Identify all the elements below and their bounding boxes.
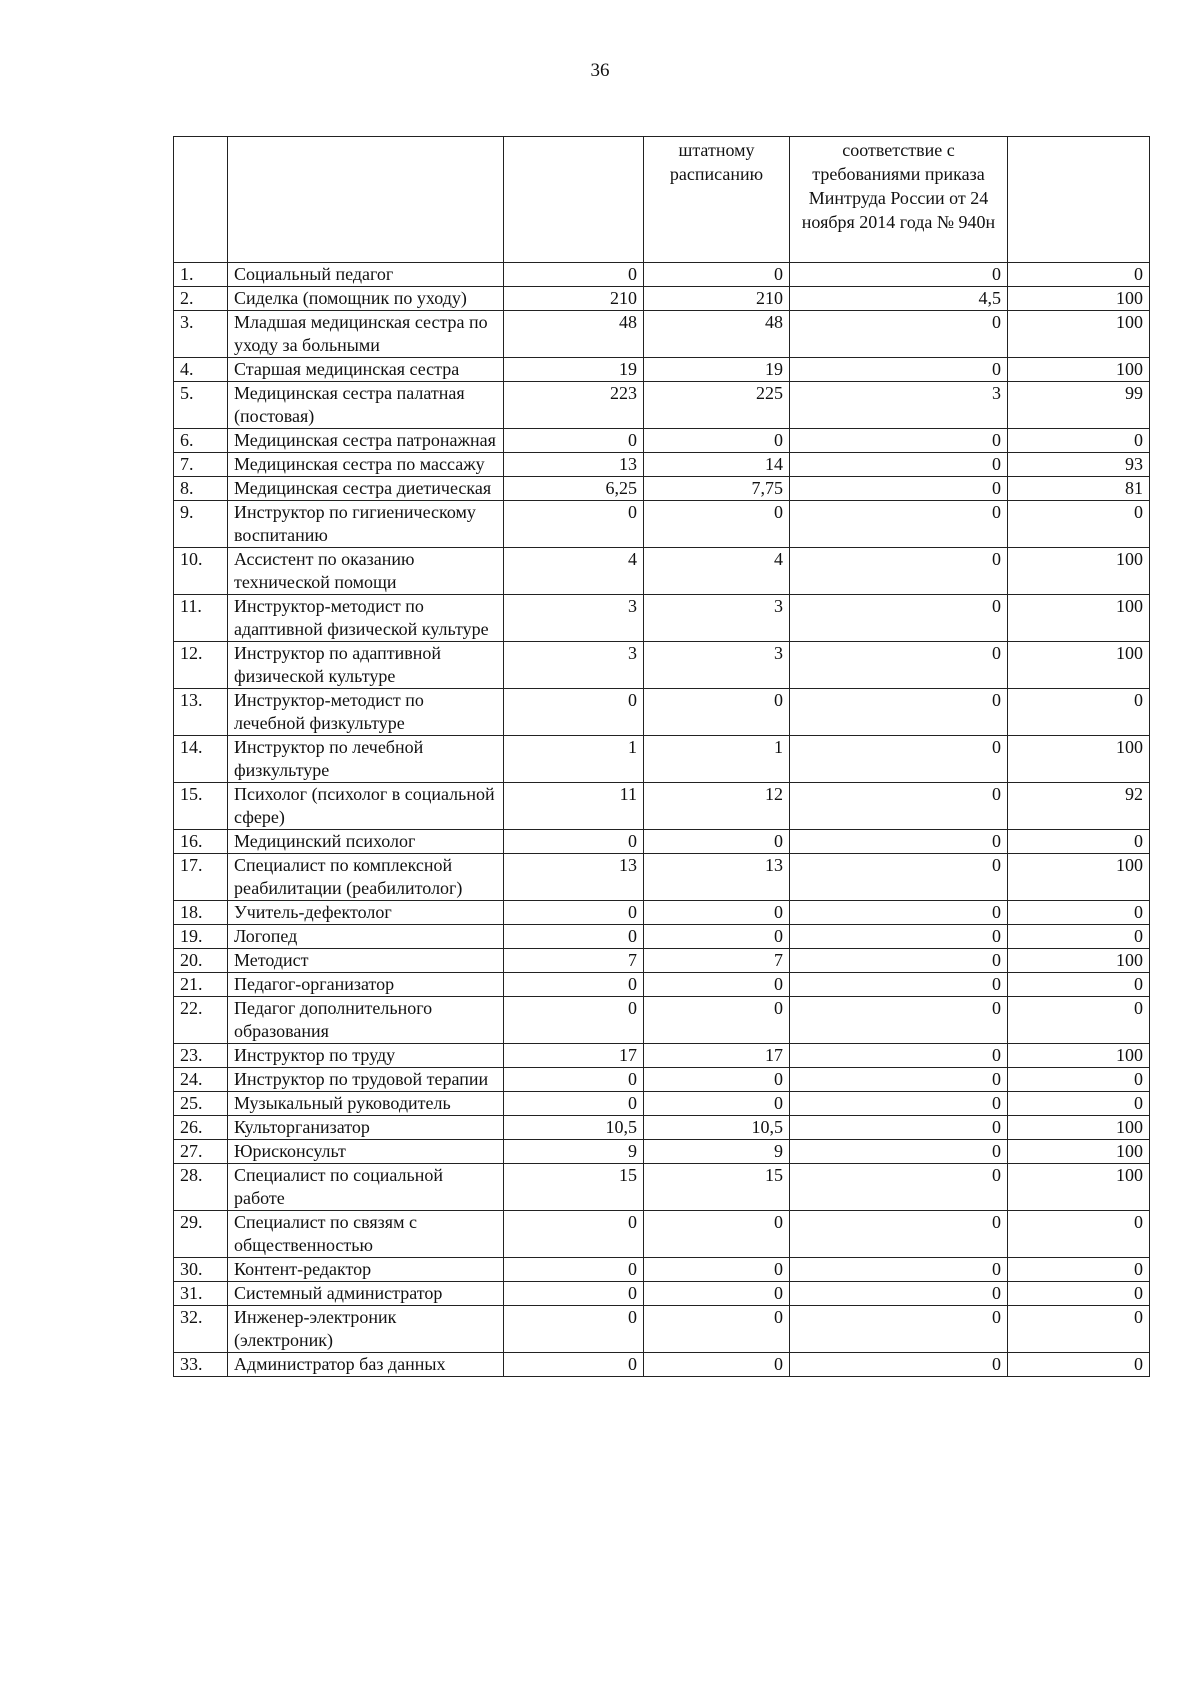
position-name-cell: Младшая медицинская сестра по уходу за больными xyxy=(228,311,504,358)
position-name-cell: Администратор баз данных xyxy=(228,1353,504,1377)
value-cell-3: 0 xyxy=(790,830,1008,854)
value-cell-1: 0 xyxy=(504,1282,644,1306)
header-cell-position xyxy=(228,137,504,263)
value-cell-2: 210 xyxy=(644,287,790,311)
row-number-cell: 19. xyxy=(174,925,228,949)
value-cell-4: 0 xyxy=(1008,429,1150,453)
position-name-cell: Педагог-организатор xyxy=(228,973,504,997)
value-cell-1: 48 xyxy=(504,311,644,358)
value-cell-2: 4 xyxy=(644,548,790,595)
value-cell-1: 0 xyxy=(504,263,644,287)
value-cell-1: 9 xyxy=(504,1140,644,1164)
table-row xyxy=(174,1068,1150,1092)
position-name-cell: Ассистент по оказанию технической помощи xyxy=(228,548,504,595)
value-cell-1: 15 xyxy=(504,1164,644,1211)
position-name-cell: Педагог дополнительного образования xyxy=(228,997,504,1044)
value-cell-2: 15 xyxy=(644,1164,790,1211)
staffing-table xyxy=(173,136,1150,1377)
value-cell-2: 48 xyxy=(644,311,790,358)
position-name-cell: Инженер-электроник (электроник) xyxy=(228,1306,504,1353)
row-number-cell: 4. xyxy=(174,358,228,382)
row-number-cell: 8. xyxy=(174,477,228,501)
value-cell-1: 1 xyxy=(504,736,644,783)
row-number-cell: 23. xyxy=(174,1044,228,1068)
table-row xyxy=(174,642,1150,689)
table-row xyxy=(174,1092,1150,1116)
table-row xyxy=(174,925,1150,949)
position-name-cell: Методист xyxy=(228,949,504,973)
table-row xyxy=(174,595,1150,642)
row-number-cell: 12. xyxy=(174,642,228,689)
table-row xyxy=(174,548,1150,595)
position-name-cell: Инструктор-методист по адаптивной физической культуре xyxy=(228,595,504,642)
value-cell-4: 81 xyxy=(1008,477,1150,501)
value-cell-4: 0 xyxy=(1008,1306,1150,1353)
value-cell-3: 0 xyxy=(790,1140,1008,1164)
position-name-cell: Старшая медицинская сестра xyxy=(228,358,504,382)
table-row xyxy=(174,1044,1150,1068)
value-cell-2: 0 xyxy=(644,1258,790,1282)
table-row xyxy=(174,1116,1150,1140)
row-number-cell: 29. xyxy=(174,1211,228,1258)
position-name-cell: Психолог (психолог в социальной сфере) xyxy=(228,783,504,830)
value-cell-2: 3 xyxy=(644,595,790,642)
position-name-cell: Логопед xyxy=(228,925,504,949)
row-number-cell: 2. xyxy=(174,287,228,311)
position-name-cell: Инструктор по лечебной физкультуре xyxy=(228,736,504,783)
value-cell-1: 0 xyxy=(504,925,644,949)
table-row xyxy=(174,311,1150,358)
value-cell-4: 93 xyxy=(1008,453,1150,477)
value-cell-1: 0 xyxy=(504,689,644,736)
row-number-cell: 1. xyxy=(174,263,228,287)
value-cell-4: 100 xyxy=(1008,736,1150,783)
table-row xyxy=(174,1353,1150,1377)
value-cell-4: 100 xyxy=(1008,1140,1150,1164)
value-cell-2: 7 xyxy=(644,949,790,973)
value-cell-1: 0 xyxy=(504,901,644,925)
value-cell-2: 12 xyxy=(644,783,790,830)
value-cell-2: 0 xyxy=(644,830,790,854)
row-number-cell: 5. xyxy=(174,382,228,429)
value-cell-4: 0 xyxy=(1008,1211,1150,1258)
header-cell-number xyxy=(174,137,228,263)
value-cell-1: 7 xyxy=(504,949,644,973)
value-cell-3: 0 xyxy=(790,1116,1008,1140)
table-row xyxy=(174,689,1150,736)
value-cell-4: 100 xyxy=(1008,1164,1150,1211)
value-cell-4: 0 xyxy=(1008,925,1150,949)
value-cell-2: 0 xyxy=(644,901,790,925)
table-row xyxy=(174,263,1150,287)
value-cell-2: 7,75 xyxy=(644,477,790,501)
row-number-cell: 33. xyxy=(174,1353,228,1377)
value-cell-3: 0 xyxy=(790,1044,1008,1068)
value-cell-3: 0 xyxy=(790,429,1008,453)
value-cell-3: 0 xyxy=(790,263,1008,287)
value-cell-2: 0 xyxy=(644,1282,790,1306)
table-row xyxy=(174,736,1150,783)
table-row xyxy=(174,901,1150,925)
table-row xyxy=(174,783,1150,830)
value-cell-4: 0 xyxy=(1008,263,1150,287)
position-name-cell: Музыкальный руководитель xyxy=(228,1092,504,1116)
value-cell-4: 99 xyxy=(1008,382,1150,429)
value-cell-1: 17 xyxy=(504,1044,644,1068)
value-cell-3: 0 xyxy=(790,501,1008,548)
value-cell-1: 0 xyxy=(504,830,644,854)
row-number-cell: 13. xyxy=(174,689,228,736)
value-cell-1: 3 xyxy=(504,595,644,642)
position-name-cell: Специалист по социальной работе xyxy=(228,1164,504,1211)
value-cell-3: 0 xyxy=(790,642,1008,689)
value-cell-4: 100 xyxy=(1008,358,1150,382)
value-cell-4: 100 xyxy=(1008,949,1150,973)
value-cell-3: 0 xyxy=(790,925,1008,949)
value-cell-1: 4 xyxy=(504,548,644,595)
position-name-cell: Инструктор по гигиеническому воспитанию xyxy=(228,501,504,548)
table-row xyxy=(174,1258,1150,1282)
value-cell-3: 0 xyxy=(790,1306,1008,1353)
position-name-cell: Специалист по комплексной реабилитации (реабилитолог) xyxy=(228,854,504,901)
row-number-cell: 9. xyxy=(174,501,228,548)
value-cell-4: 0 xyxy=(1008,1068,1150,1092)
value-cell-1: 0 xyxy=(504,1353,644,1377)
header-cell-percent xyxy=(1008,137,1150,263)
value-cell-1: 0 xyxy=(504,973,644,997)
row-number-cell: 27. xyxy=(174,1140,228,1164)
row-number-cell: 18. xyxy=(174,901,228,925)
table-row xyxy=(174,949,1150,973)
table-row xyxy=(174,382,1150,429)
header-cell-actual xyxy=(504,137,644,263)
position-name-cell: Медицинский психолог xyxy=(228,830,504,854)
row-number-cell: 15. xyxy=(174,783,228,830)
value-cell-4: 92 xyxy=(1008,783,1150,830)
table-row xyxy=(174,1282,1150,1306)
value-cell-1: 0 xyxy=(504,997,644,1044)
value-cell-1: 210 xyxy=(504,287,644,311)
table-row xyxy=(174,1211,1150,1258)
value-cell-1: 0 xyxy=(504,1092,644,1116)
value-cell-1: 10,5 xyxy=(504,1116,644,1140)
table-row xyxy=(174,287,1150,311)
value-cell-3: 0 xyxy=(790,1211,1008,1258)
value-cell-2: 10,5 xyxy=(644,1116,790,1140)
value-cell-4: 100 xyxy=(1008,1044,1150,1068)
row-number-cell: 28. xyxy=(174,1164,228,1211)
value-cell-3: 4,5 xyxy=(790,287,1008,311)
value-cell-1: 0 xyxy=(504,429,644,453)
position-name-cell: Медицинская сестра палатная (постовая) xyxy=(228,382,504,429)
row-number-cell: 6. xyxy=(174,429,228,453)
value-cell-3: 3 xyxy=(790,382,1008,429)
value-cell-2: 0 xyxy=(644,997,790,1044)
table-row xyxy=(174,429,1150,453)
value-cell-2: 14 xyxy=(644,453,790,477)
value-cell-1: 13 xyxy=(504,453,644,477)
row-number-cell: 3. xyxy=(174,311,228,358)
row-number-cell: 25. xyxy=(174,1092,228,1116)
value-cell-3: 0 xyxy=(790,689,1008,736)
position-name-cell: Контент-редактор xyxy=(228,1258,504,1282)
value-cell-4: 100 xyxy=(1008,642,1150,689)
value-cell-3: 0 xyxy=(790,1164,1008,1211)
value-cell-1: 0 xyxy=(504,1258,644,1282)
value-cell-2: 19 xyxy=(644,358,790,382)
table-row xyxy=(174,358,1150,382)
table-row xyxy=(174,477,1150,501)
row-number-cell: 20. xyxy=(174,949,228,973)
value-cell-1: 13 xyxy=(504,854,644,901)
value-cell-4: 100 xyxy=(1008,595,1150,642)
value-cell-2: 0 xyxy=(644,501,790,548)
value-cell-1: 11 xyxy=(504,783,644,830)
value-cell-4: 0 xyxy=(1008,1092,1150,1116)
header-cell-compliance: соответствие с требованиями приказа Минтруда России от 24 ноября 2014 года № 940н xyxy=(790,137,1008,263)
value-cell-2: 13 xyxy=(644,854,790,901)
value-cell-3: 0 xyxy=(790,358,1008,382)
table-row xyxy=(174,1306,1150,1353)
value-cell-4: 0 xyxy=(1008,1282,1150,1306)
value-cell-4: 0 xyxy=(1008,973,1150,997)
value-cell-3: 0 xyxy=(790,1282,1008,1306)
value-cell-1: 0 xyxy=(504,1306,644,1353)
table-row xyxy=(174,830,1150,854)
position-name-cell: Инструктор-методист по лечебной физкультуре xyxy=(228,689,504,736)
position-name-cell: Юрисконсульт xyxy=(228,1140,504,1164)
value-cell-3: 0 xyxy=(790,453,1008,477)
value-cell-4: 0 xyxy=(1008,501,1150,548)
row-number-cell: 11. xyxy=(174,595,228,642)
row-number-cell: 17. xyxy=(174,854,228,901)
position-name-cell: Медицинская сестра диетическая xyxy=(228,477,504,501)
value-cell-3: 0 xyxy=(790,1258,1008,1282)
value-cell-2: 0 xyxy=(644,429,790,453)
value-cell-2: 0 xyxy=(644,1306,790,1353)
value-cell-3: 0 xyxy=(790,548,1008,595)
position-name-cell: Культорганизатор xyxy=(228,1116,504,1140)
table-row xyxy=(174,501,1150,548)
value-cell-1: 223 xyxy=(504,382,644,429)
value-cell-3: 0 xyxy=(790,736,1008,783)
value-cell-1: 0 xyxy=(504,1211,644,1258)
header-cell-staff-schedule: штатному расписанию xyxy=(644,137,790,263)
value-cell-1: 6,25 xyxy=(504,477,644,501)
value-cell-2: 9 xyxy=(644,1140,790,1164)
value-cell-4: 100 xyxy=(1008,287,1150,311)
row-number-cell: 22. xyxy=(174,997,228,1044)
row-number-cell: 7. xyxy=(174,453,228,477)
value-cell-3: 0 xyxy=(790,1092,1008,1116)
position-name-cell: Инструктор по трудовой терапии xyxy=(228,1068,504,1092)
value-cell-4: 100 xyxy=(1008,548,1150,595)
value-cell-2: 0 xyxy=(644,1092,790,1116)
row-number-cell: 21. xyxy=(174,973,228,997)
row-number-cell: 14. xyxy=(174,736,228,783)
value-cell-1: 19 xyxy=(504,358,644,382)
table-row xyxy=(174,854,1150,901)
table-row xyxy=(174,973,1150,997)
position-name-cell: Инструктор по труду xyxy=(228,1044,504,1068)
value-cell-2: 0 xyxy=(644,1068,790,1092)
value-cell-4: 0 xyxy=(1008,901,1150,925)
row-number-cell: 16. xyxy=(174,830,228,854)
value-cell-1: 3 xyxy=(504,642,644,689)
value-cell-2: 3 xyxy=(644,642,790,689)
value-cell-4: 100 xyxy=(1008,854,1150,901)
value-cell-2: 0 xyxy=(644,689,790,736)
value-cell-4: 0 xyxy=(1008,689,1150,736)
position-name-cell: Системный администратор xyxy=(228,1282,504,1306)
value-cell-3: 0 xyxy=(790,783,1008,830)
value-cell-3: 0 xyxy=(790,595,1008,642)
value-cell-1: 0 xyxy=(504,1068,644,1092)
row-number-cell: 24. xyxy=(174,1068,228,1092)
staffing-table-body xyxy=(174,137,1150,1377)
position-name-cell: Медицинская сестра патронажная xyxy=(228,429,504,453)
value-cell-3: 0 xyxy=(790,997,1008,1044)
value-cell-3: 0 xyxy=(790,973,1008,997)
value-cell-3: 0 xyxy=(790,477,1008,501)
table-row xyxy=(174,1140,1150,1164)
value-cell-3: 0 xyxy=(790,901,1008,925)
page-number: 36 xyxy=(590,60,610,81)
table-header-row xyxy=(174,137,1150,263)
value-cell-3: 0 xyxy=(790,854,1008,901)
value-cell-2: 0 xyxy=(644,925,790,949)
value-cell-4: 0 xyxy=(1008,830,1150,854)
value-cell-4: 100 xyxy=(1008,311,1150,358)
row-number-cell: 31. xyxy=(174,1282,228,1306)
row-number-cell: 30. xyxy=(174,1258,228,1282)
value-cell-4: 0 xyxy=(1008,1353,1150,1377)
position-name-cell: Учитель-дефектолог xyxy=(228,901,504,925)
position-name-cell: Инструктор по адаптивной физической культуре xyxy=(228,642,504,689)
value-cell-2: 0 xyxy=(644,1211,790,1258)
value-cell-2: 0 xyxy=(644,1353,790,1377)
value-cell-2: 225 xyxy=(644,382,790,429)
position-name-cell: Медицинская сестра по массажу xyxy=(228,453,504,477)
value-cell-3: 0 xyxy=(790,1068,1008,1092)
row-number-cell: 32. xyxy=(174,1306,228,1353)
value-cell-3: 0 xyxy=(790,311,1008,358)
position-name-cell: Специалист по связям с общественностью xyxy=(228,1211,504,1258)
position-name-cell: Сиделка (помощник по уходу) xyxy=(228,287,504,311)
value-cell-1: 0 xyxy=(504,501,644,548)
row-number-cell: 26. xyxy=(174,1116,228,1140)
value-cell-3: 0 xyxy=(790,1353,1008,1377)
value-cell-2: 0 xyxy=(644,263,790,287)
table-row xyxy=(174,997,1150,1044)
value-cell-4: 100 xyxy=(1008,1116,1150,1140)
value-cell-2: 17 xyxy=(644,1044,790,1068)
table-row xyxy=(174,1164,1150,1211)
value-cell-4: 0 xyxy=(1008,1258,1150,1282)
position-name-cell: Социальный педагог xyxy=(228,263,504,287)
value-cell-2: 0 xyxy=(644,973,790,997)
value-cell-3: 0 xyxy=(790,949,1008,973)
value-cell-4: 0 xyxy=(1008,997,1150,1044)
row-number-cell: 10. xyxy=(174,548,228,595)
value-cell-2: 1 xyxy=(644,736,790,783)
table-row xyxy=(174,453,1150,477)
